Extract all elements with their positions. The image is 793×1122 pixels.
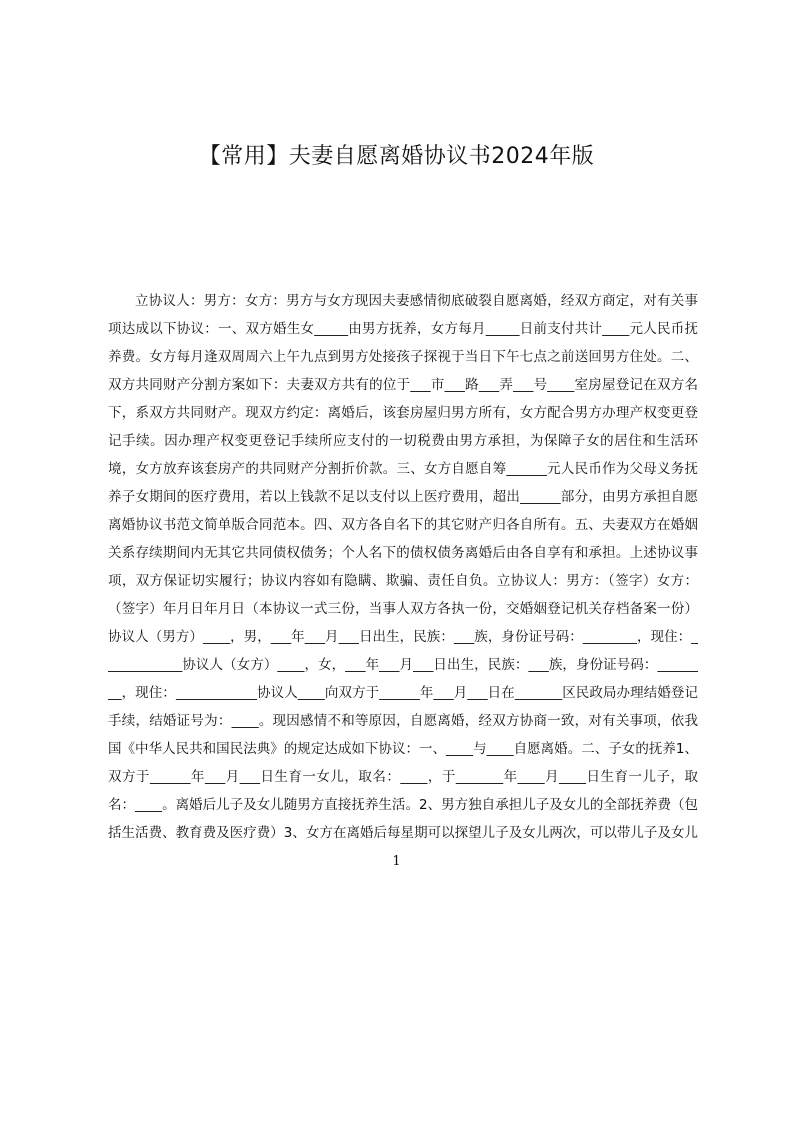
document-body-paragraph: 立协议人：男方：女方：男方与女方现因夫妻感情彻底破裂自愿离婚，经双方商定，对有关事项达成以下协议：一、双方婚生女_____由男方抚养，女方每月_____日前支付共计____元人民币抚养费。女方每月逢双周周六上午九点到男方处接孩子探视于当日下午七点之前送回男方住处。二、双方共同财产分割方案如下：夫妻双方共有的位于___市___路___弄___号____室房屋登记在双方名下，系双方共同财产。现双方约定：离婚后，该套房屋归男方所有，女方配合男方办理产权变更登记手续。因办理产权变更登记手续所应支付的一切税费由男方承担，为保障子女的居住和生活环境，女方放弃该套房产的共同财产分割折价款。三、女方自愿自筹______元人民币作为父母义务抚养子女期间的医疗费用，若以上钱款不足以支付以上医疗费用，超出______部分，由男方承担自愿离婚协议书范文简单版合同范本。四、双方各自名下的其它财产归各自所有。五、夫妻双方在婚姻关系存续期间内无其它共同债权债务；个人名下的债权债务离婚后由各自享有和承担。上述协议事项，双方保证切实履行；协议内容如有隐瞒、欺骗、责任自负。立协议人：男方：（签字）女方：（签字）年月日年月日（本协议一式三份，当事人双方各执一份，交婚姻登记机关存档备案一份）协议人（男方）____，男，___年___月___日出生，民族：___族，身份证号码：________，现住：____________协议人（女方）____，女，___年___月___日出生，民族：___族，身份证号码：________，现住：____________协议人____向双方于______年___月___日在_______区民政局办理结婚登记手续，结婚证号为：____。现因感情不和等原因，自愿离婚，经双方协商一致，对有关事项，依我国《中华人民共和国民法典》的规定达成如下协议：一、____与____自愿离婚。二、子女的抚养1、双方于______年___月___日生育一女儿，取名：____，于_______年____月____日生育一儿子，取名：____。离婚后儿子及女儿随男方直接抚养生活。2、男方独自承担儿子及女儿的全部抚养费（包括生活费、教育费及医疗费）3、女方在离婚后每星期可以探望儿子及女儿两次，可以带儿子及女儿 [108, 293, 698, 841]
page-number: 1 [392, 854, 401, 869]
document-title: 【常用】夫妻自愿离婚协议书2024年版 [198, 144, 595, 169]
